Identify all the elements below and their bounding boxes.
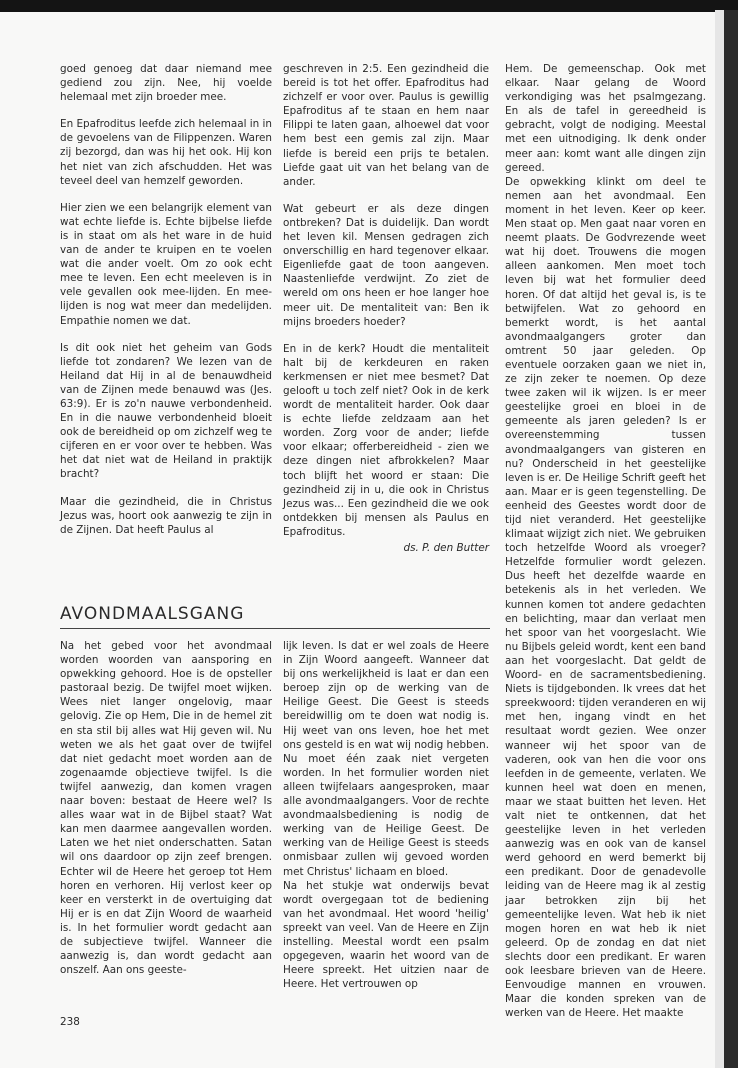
page-number: 238 <box>60 1016 80 1028</box>
section-column-left <box>60 639 272 977</box>
section-column-middle <box>283 639 489 991</box>
paragraph: lijk leven. Is dat er wel zoals de Heere in Zijn Woord aangeeft. Wanneer dat bij ons werkelijkheid is laat er dan een beroep zijn op de werking van de Heilige Geest. Die Geest is steeds bereidwillig om te doen wat nodig is. Hij weet van ons leven, hoe het met ons gesteld is en wat wij nodig hebben. Nu moet één zaak niet vergeten worden. In het formulier worden niet alleen twijfelaars aangesproken, maar alle avondmaalgangers. Voor de rechte avondmaalsbediening is nodig de werking van de Heilige Geest. De werking van de Heilige Geest is steeds onmisbaar zullen wij gevoed worden met Christus' lichaam en bloed. <box>283 640 489 878</box>
paragraph: Is dit ook niet het geheim van Gods liefde tot zondaren? We lezen van de Heiland dat Hij in al de benauwdheid van de Zijnen mede benauwd was (Jes. 63:9). Er is zo'n nauwe verbondenheid. En in die nauwe verbondenheid bloeit ook de bereidheid op om zichzelf weg te cijferen en er voor over te hebben. Was het dat niet wat de Heiland in praktijk bracht? <box>60 341 272 481</box>
paragraph: Na het stukje wat onderwijs bevat wordt overgegaan tot de bediening van het avondmaal. Het woord 'heilig' spreekt van veel. Van de Heere en Zijn instelling. Meestal wordt een psalm opgegeven, waarin het woord van de Heere spreekt. Het uitzien naar de Heere. Het vertrouwen op <box>283 879 489 991</box>
scan-top-border <box>0 0 738 12</box>
paragraph: Maar die gezindheid, die in Christus Jezus was, hoort ook aanwezig te zijn in de Zijnen. Dat heeft Paulus al <box>60 495 272 536</box>
column-left <box>60 62 272 537</box>
section-heading: AVONDMAALSGANG <box>60 604 245 624</box>
paragraph: Wat gebeurt er als deze dingen ontbreken? Dat is duidelijk. Dan wordt het leven kil. Mensen gedragen zich onverschillig en hard tegenover elkaar. Eigenliefde gaat de toon aangeven. Naastenliefde verdwijnt. Zo ziet de wereld om ons heen er hoe langer hoe meer uit. De mentaliteit van: Ben ik mijns broeders hoeder? <box>283 202 489 328</box>
paragraph: Hier zien we een belangrijk element van wat echte liefde is. Echte bijbelse liefde is in staat om als het ware in de huid van de ander te kruipen en te voelen wat die ander voelt. Om zo ook echt mee te leven. Een echt meeleven is in vele gevallen ook mee-lijden. En mee-lijden is nog wat meer dan medelijden. Empathie nomen we dat. <box>60 201 272 327</box>
column-right <box>505 62 706 1020</box>
paragraph: Na het gebed voor het avondmaal worden woorden van aansporing en opwekking gehoord. Hoe is de opsteller pastoraal bezig. De twijfel moet wijken. Wees niet langer ongelovig, maar gelovig. Zie op Hem, Die in de hemel zit en sta stil bij alles wat Hij geven wil. Nu weten we als het gaat over de twijfel dat niet gedacht moet worden aan de zogenaamde objectieve twijfel. Is die twijfel aanwezig, dan komen vragen naar boven: bestaat de Heere wel? Is alles waar wat in de Bijbel staat? Wat kan men daarmee aangevallen worden. Laten we het niet onderschatten. Satan wil ons daardoor op zijn zeef brengen. Echter wil de Heere het geroep tot Hem horen en verhoren. Hij verlost keer op keer en versterkt in de overtuiging dat Hij er is en dat Zijn Woord de waarheid is. In het formulier wordt gedacht aan de subjectieve twijfel. Wanneer die aanwezig is, dan wordt gedacht aan onszelf. Aan ons geeste- <box>60 640 272 977</box>
column-middle <box>283 62 489 555</box>
paragraph: Hem. De gemeenschap. Ook met elkaar. Naar gelang de Woord verkondiging was het psalmgezang. En als de tafel in gereedheid is gebracht, volgt de nodiging. Meestal met een uitnodiging. Ik denk onder meer aan: komt want alle dingen zijn gereed. <box>505 63 706 174</box>
paragraph: geschreven in 2:5. Een gezindheid die bereid is tot het offer. Epafroditus had zichzelf er voor over. Paulus is gewillig Epafroditus af te staan en hem naar Filippi te laten gaan, alhoewel dat voor hem best een gemis zal zijn. Maar liefde is bereid een prijs te betalen. Liefde gaat uit van het belang van de ander. <box>283 63 489 188</box>
heading-rule <box>60 628 490 629</box>
paragraph: goed genoeg dat daar niemand mee gediend zou zijn. Nee, hij voelde helemaal met zijn broeder mee. <box>60 63 272 104</box>
paragraph: En Epafroditus leefde zich helemaal in in de gevoelens van de Filippenzen. Waren zij bezorgd, dan was hij het ook. Hij kon het niet van zich afschudden. Het was teveel deel van hemzelf geworden. <box>60 118 273 187</box>
author-signature: ds. P. den Butter <box>403 542 489 554</box>
paragraph: De opwekking klinkt om deel te nemen aan het avondmaal. Een moment in het leven. Keer op keer. Men staat op. Men gaat naar voren en neemt plaats. De Godvrezende weet wat hij doet. Trouwens die mogen alleen aankomen. Men moet toch leven bij wat het formulier deed horen. Of dat altijd het geval is, is te betwijfelen. Wat zo gehoord en bemerkt wordt, is het aantal avondmaalgangers groter dan omtrent 50 jaar geleden. Op eventuele oorzaken gaan we niet in, ze zijn zeker te noemen. Op deze twee zaken wil ik wijzen. Is er meer geestelijke groei en bloei in de gemeente als jaren geleden? Is er overeenstemming tussen avondmaalgangers van gisteren en nu? Onderscheid in het geestelijke leven is er. De Heilige Schrift geeft het aan. Maar er is geen tegenstelling. De eenheid des Geestes wordt door de tijd niet veranderd. Het geestelijke klimaat wijzigt zich niet. We gebruiken toch hetzelfde Woord als vroeger? Hetzelfde formulier wordt gelezen. Dus heeft het dezelfde waarde en betekenis als in het verleden. We kunnen komen tot andere gedachten en belichting, maar dan verlaat men het spoor van het voorgeslacht. Wie nu Bijbels geleid wordt, kent een band aan het voorgeslacht. Dat geldt de Woord- en de sacramentsbediening. Niets is tijdgebonden. Ik vrees dat het spreekwoord: tijden veranderen en wij met hen, ingang vindt en het resultaat wordt gezien. Wee onzer wanneer wij het spoor van de vaderen, ook van hen die voor ons leefden in de gemeente, verlaten. We kunnen heel wat doen en menen, maar we staat buitten het leven. Het valt niet te ontkennen, dat het geestelijke leven in het verleden aanwezig was en ook van de kansel werd gehoord en werd bemerkt bij een predikant. Door de genadevolle leiding van de Heere mag ik al zestig jaar betrokken zijn bij het gemeentelijke leven. Wat heb ik niet mogen horen en wat heb ik niet geleerd. Op de zondag en dat niet slechts door een predikant. Er waren ook leesbare brieven van de Heere. Eenvoudige mannen en vrouwen. Maar die konden spreken van de werken van de Heere. Het maakte <box>505 175 706 1020</box>
scan-right-border <box>724 10 738 1068</box>
paragraph: En in de kerk? Houdt die mentaliteit halt bij de kerkdeuren en raken kerkmensen er niet mee besmet? Dat gelooft u toch zelf niet? Ook in de kerk wordt de mentaliteit harder. Ook daar is echte liefde zeldzaam aan het worden. Zorg voor de ander; liefde voor elkaar; offerbereidheid - zien we deze dingen niet afbrokkelen? Maar toch blijft het woord er staan: Die gezindheid zij in u, die ook in Christus Jezus was... Een gezindheid die we ook ontdekken bij mensen als Paulus en Epafroditus. <box>283 342 489 538</box>
